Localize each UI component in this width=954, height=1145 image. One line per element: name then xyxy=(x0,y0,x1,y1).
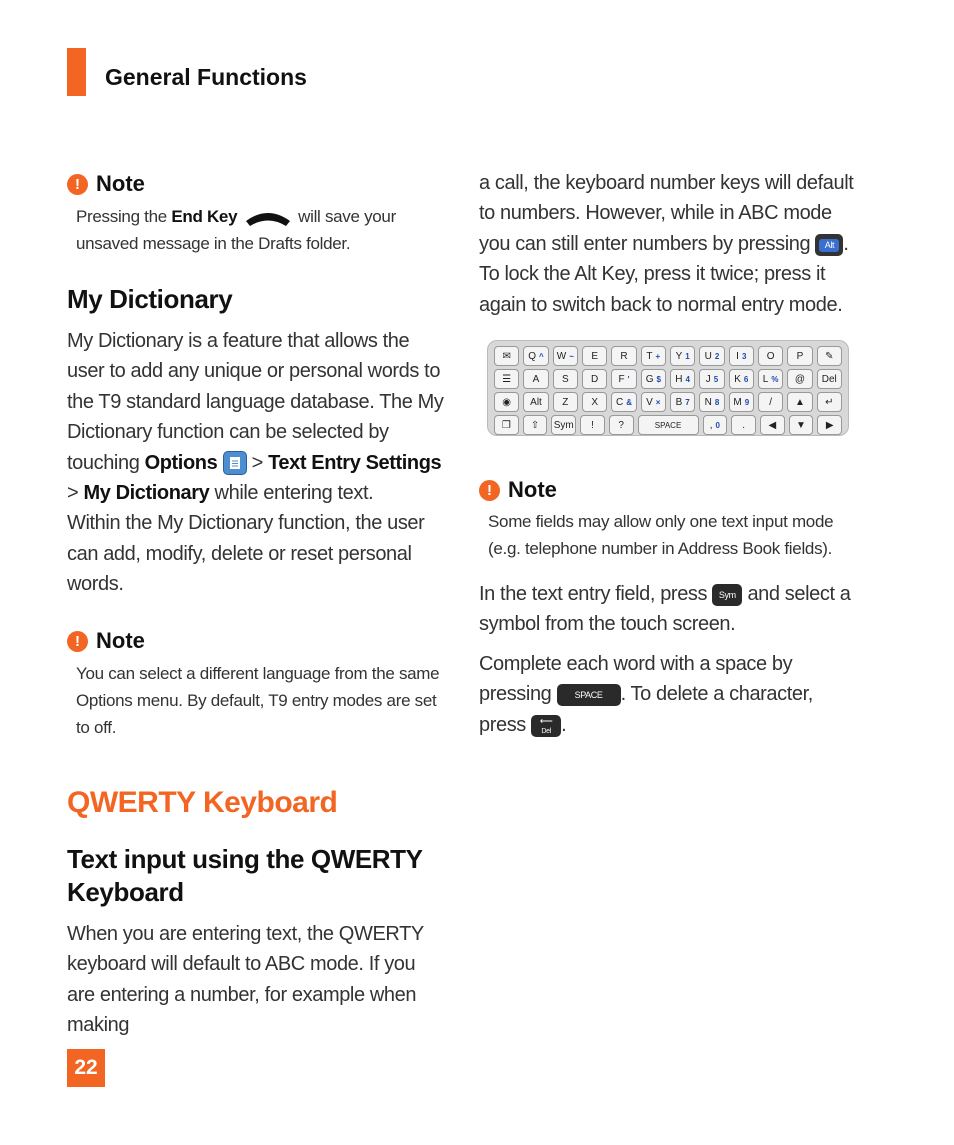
keyboard-key-label: ✉ xyxy=(502,350,511,362)
keyboard-key xyxy=(609,415,634,435)
sym-text-a: In the text entry field, press xyxy=(479,583,713,605)
note-1-text-b: will save your unsaved message in the Drafts folder. xyxy=(76,207,396,253)
alt-text-b: . To lock the Alt Key, press it twice; press it again to switch back to normal entry mode. xyxy=(479,232,849,316)
keyboard-key-alt-label: 5 xyxy=(713,374,719,384)
keyboard-key xyxy=(611,369,636,389)
dict-text-a: My Dictionary is a feature that allows the user to add any unique or personal words to the T9 standard language database. The My Dictionary function can be selected by touching xyxy=(67,330,444,474)
keyboard-key-alt-label: 0 xyxy=(715,420,720,430)
my-dictionary-paragraph xyxy=(67,326,445,600)
keyboard-key-label: ↵ xyxy=(825,396,834,408)
keyboard-key-label: D xyxy=(591,373,599,385)
keyboard-row-3 xyxy=(494,392,842,412)
keyboard-key xyxy=(787,369,812,389)
keyboard-key xyxy=(758,369,783,389)
keyboard-key-label: ? xyxy=(618,419,624,431)
keyboard-key xyxy=(494,369,519,389)
note-2-label: Note xyxy=(96,628,145,653)
my-dictionary-heading: My Dictionary xyxy=(67,284,233,314)
keyboard-key-label: ! xyxy=(591,419,594,431)
keyboard-key-label: ▼ xyxy=(796,419,806,431)
note-1 xyxy=(67,171,145,197)
space-text-c: . xyxy=(561,713,567,736)
keyboard-key-label: L xyxy=(762,373,769,385)
keyboard-key-label: A xyxy=(532,373,540,385)
keyboard-key-alt-label: 1 xyxy=(685,351,690,361)
space-text-a: Complete each word with a space by pressing xyxy=(479,653,793,706)
end-key-icon xyxy=(242,207,294,229)
exclamation-icon: ! xyxy=(67,174,88,195)
keyboard-key-label: ⇧ xyxy=(530,419,540,431)
keyboard-key-alt-label: % xyxy=(771,374,779,384)
keyboard-key xyxy=(731,415,756,435)
keyboard-row-2 xyxy=(494,369,842,389)
keyboard-key-label: / xyxy=(769,396,772,408)
alt-key-paragraph xyxy=(479,168,864,320)
keyboard-key-label: Y xyxy=(675,350,683,362)
qwerty-heading: QWERTY Keyboard xyxy=(67,786,338,819)
keyboard-key xyxy=(523,392,548,412)
keyboard-key-alt-label: ^ xyxy=(539,351,544,361)
space-key-icon: SPACE xyxy=(557,684,621,706)
keyboard-key xyxy=(758,392,783,412)
keyboard-key-alt-label: ~ xyxy=(569,351,574,361)
keyboard-key-label: F xyxy=(618,373,625,385)
note-1-body xyxy=(76,203,436,257)
keyboard-key xyxy=(670,392,695,412)
keyboard-key xyxy=(494,415,519,435)
keyboard-key xyxy=(582,346,607,366)
space-text-b: . To delete a character, press xyxy=(479,683,813,736)
keyboard-key-label: ☰ xyxy=(502,373,512,385)
keyboard-key-label: Sym xyxy=(553,419,574,431)
keyboard-key xyxy=(729,346,754,366)
keyboard-key xyxy=(703,415,728,435)
keyboard-key-label: C xyxy=(615,396,624,408)
keyboard-key-label: K xyxy=(734,373,741,385)
note-2 xyxy=(67,628,145,654)
qwerty-paragraph: When you are entering text, the QWERTY keyboard will default to ABC mode. If you are entering a number, for example when making xyxy=(67,923,424,1037)
keyboard-key-alt-label: 3 xyxy=(741,351,747,361)
dict-text-c: Within the My Dictionary function, the user can add, modify, delete or reset personal words. xyxy=(67,512,425,596)
keyboard-key xyxy=(494,392,519,412)
keyboard-key xyxy=(582,392,607,412)
keyboard-key-label: W xyxy=(556,350,567,362)
header-accent-bar xyxy=(67,48,86,96)
keyboard-key-label: X xyxy=(591,396,598,408)
keyboard-key xyxy=(641,369,666,389)
keyboard-key xyxy=(699,392,724,412)
keyboard-key-label: V xyxy=(646,396,653,408)
keyboard-key xyxy=(641,392,666,412)
keyboard-key xyxy=(582,369,607,389)
alt-key-icon xyxy=(815,234,843,256)
keyboard-key-label: , xyxy=(709,419,713,431)
keyboard-key-label: ❐ xyxy=(501,419,511,431)
section-title: General Functions xyxy=(105,64,307,90)
keyboard-key-alt-label: 7 xyxy=(685,397,690,407)
keyboard-key-label: ◉ xyxy=(502,396,512,408)
keyboard-key-label: I xyxy=(736,350,739,362)
keyboard-key xyxy=(611,392,636,412)
keyboard-key-label: M xyxy=(733,396,742,408)
keyboard-key-label: Z xyxy=(562,396,569,408)
keyboard-key xyxy=(699,346,724,366)
keyboard-key xyxy=(729,392,754,412)
keyboard-key xyxy=(494,346,519,366)
space-del-paragraph xyxy=(479,649,864,740)
keyboard-key-alt-label: + xyxy=(655,351,661,361)
keyboard-key xyxy=(817,415,842,435)
options-menu-icon xyxy=(223,451,247,475)
keyboard-key-alt-label: $ xyxy=(656,374,661,384)
keyboard-row-1 xyxy=(494,346,842,366)
keyboard-key-label: N xyxy=(704,396,712,408)
text-entry-settings-label: Text Entry Settings xyxy=(268,451,442,474)
sym-key-icon: Sym xyxy=(712,584,742,606)
keyboard-key xyxy=(760,415,785,435)
qwerty-keyboard-image xyxy=(487,340,849,436)
keyboard-key-label: @ xyxy=(794,373,806,385)
qwerty-subheading: Text input using the QWERTY Keyboard xyxy=(67,844,423,907)
keyboard-key-alt-label: 9 xyxy=(744,397,750,407)
options-label: Options xyxy=(144,451,218,474)
keyboard-key xyxy=(729,369,754,389)
alt-key-label: Alt xyxy=(819,239,839,252)
keyboard-key xyxy=(758,346,783,366)
keyboard-key xyxy=(553,369,578,389)
keyboard-key-label: O xyxy=(766,350,775,362)
note-3-body: Some fields may allow only one text input mode (e.g. telephone number in Address Book fields). xyxy=(488,512,834,558)
keyboard-key-label: J xyxy=(705,373,711,385)
keyboard-key-label: G xyxy=(645,373,654,385)
keyboard-key-alt-label: & xyxy=(626,397,632,407)
keyboard-key-label: Alt xyxy=(530,396,542,408)
note-1-label: Note xyxy=(96,171,145,196)
keyboard-key xyxy=(787,392,812,412)
my-dictionary-label: My Dictionary xyxy=(83,482,210,505)
page-number: 22 xyxy=(67,1049,105,1087)
keyboard-key xyxy=(817,369,842,389)
keyboard-key-alt-label: 2 xyxy=(714,351,720,361)
keyboard-key xyxy=(670,369,695,389)
sym-text-b: and select a symbol from the touch screen. xyxy=(479,583,851,636)
dict-separator-2: > xyxy=(67,482,84,505)
keyboard-key-label: U xyxy=(704,350,712,362)
del-key-label: Del xyxy=(541,727,551,735)
note-1-text-a: Pressing the xyxy=(76,207,172,226)
keyboard-key-label: Q xyxy=(528,350,537,362)
keyboard-key-label: Del xyxy=(821,373,837,385)
keyboard-key xyxy=(817,346,842,366)
keyboard-key-label: ▲ xyxy=(794,396,805,408)
keyboard-key-label: R xyxy=(620,350,628,362)
note-3-label: Note xyxy=(508,477,557,502)
keyboard-key xyxy=(641,346,666,366)
keyboard-key xyxy=(580,415,605,435)
keyboard-key xyxy=(638,415,699,435)
keyboard-key xyxy=(553,346,578,366)
keyboard-key-label: B xyxy=(675,396,683,408)
keyboard-key-label: SPACE xyxy=(654,420,682,430)
keyboard-key xyxy=(553,392,578,412)
keyboard-row-4 xyxy=(494,415,842,435)
keyboard-key xyxy=(611,346,636,366)
keyboard-key-label: ✎ xyxy=(825,350,834,362)
sym-paragraph xyxy=(479,579,864,640)
keyboard-key-label: . xyxy=(742,419,745,431)
keyboard-key-alt-label: 8 xyxy=(714,397,720,407)
keyboard-key-label: E xyxy=(591,350,598,362)
alt-text-a: a call, the keyboard number keys will default to numbers. However, while in ABC mode you can still enter numbers by pressing xyxy=(479,172,854,255)
dict-text-b: while entering text. xyxy=(209,482,374,505)
keyboard-key xyxy=(787,346,812,366)
keyboard-key xyxy=(523,369,548,389)
keyboard-key xyxy=(670,346,695,366)
keyboard-key xyxy=(789,415,814,435)
delete-key-icon: ⟵ Del xyxy=(531,715,561,737)
keyboard-key-alt-label: × xyxy=(655,397,661,407)
keyboard-key-alt-label: 6 xyxy=(743,374,749,384)
keyboard-key xyxy=(817,392,842,412)
end-key-label: End Key xyxy=(171,207,238,226)
keyboard-key-alt-label: ' xyxy=(627,374,630,384)
keyboard-key-label: ◀ xyxy=(768,419,777,431)
exclamation-icon: ! xyxy=(479,480,500,501)
keyboard-key-label: S xyxy=(561,373,569,385)
keyboard-key-alt-label: 4 xyxy=(685,374,690,384)
keyboard-key xyxy=(699,369,724,389)
keyboard-key-label: P xyxy=(796,350,804,362)
keyboard-key xyxy=(523,415,548,435)
keyboard-key xyxy=(551,415,576,435)
exclamation-icon: ! xyxy=(67,631,88,652)
note-2-body: You can select a different language from the same Options menu. By default, T9 entry modes are set to off. xyxy=(76,664,440,737)
keyboard-key-label: T xyxy=(646,350,653,362)
dict-separator-1: > xyxy=(246,451,269,474)
note-3 xyxy=(479,477,557,503)
keyboard-key-label: ▶ xyxy=(825,419,834,431)
keyboard-key xyxy=(523,346,548,366)
keyboard-key-label: H xyxy=(675,373,683,385)
